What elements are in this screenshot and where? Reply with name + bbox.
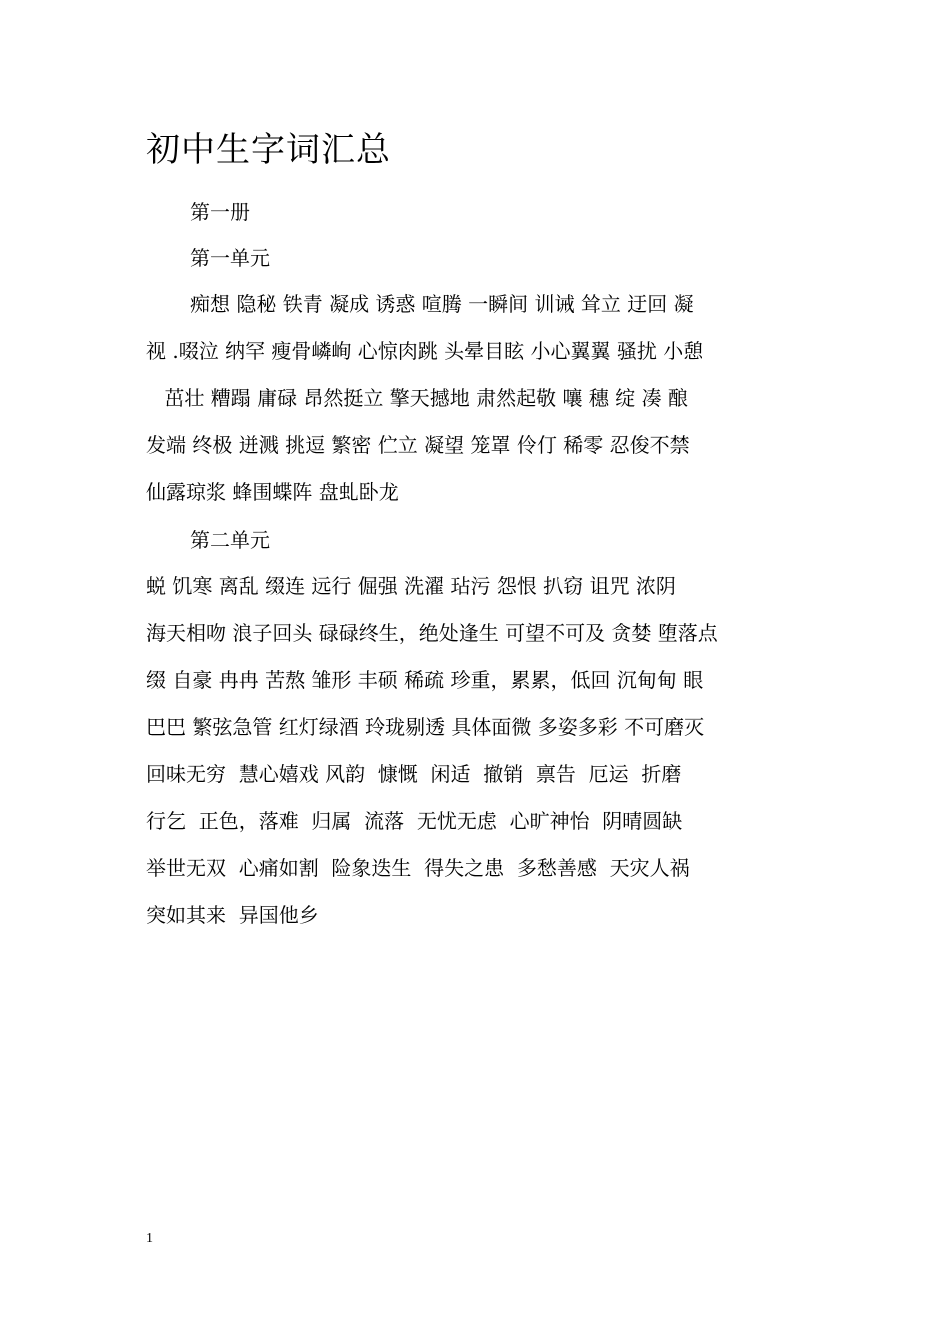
page-number: 1 bbox=[146, 1231, 153, 1246]
vocab-line: 蜕 饥寒 离乱 缀连 远行 倔强 洗濯 玷污 怨恨 扒窃 诅咒 浓阴 bbox=[146, 574, 676, 598]
vocab-line: 缀 自豪 冉冉 苦熬 雏形 丰硕 稀疏 珍重，累累，低回 沉甸甸 眼 bbox=[146, 668, 704, 692]
document-title: 初中生字词汇总 bbox=[146, 130, 391, 170]
vocab-line: 痴想 隐秘 铁青 凝成 诱惑 喧腾 一瞬间 训诫 耸立 迂回 凝 bbox=[190, 292, 694, 316]
vocab-line: 行乞 正色，落难 归属 流落 无忧无虑 心旷神怡 阴晴圆缺 bbox=[146, 809, 683, 833]
unit-heading: 第一单元 bbox=[190, 246, 270, 270]
vocab-line: 巴巴 繁弦急管 红灯绿酒 玲珑剔透 具体面微 多姿多彩 不可磨灭 bbox=[146, 715, 705, 739]
vocab-line: 茁壮 糟蹋 庸碌 昂然挺立 擎天撼地 肃然起敬 嚷 穗 绽 凑 酿 bbox=[158, 386, 688, 410]
vocab-line: 发端 终极 迸溅 挑逗 繁密 伫立 凝望 笼罩 伶仃 稀零 忍俊不禁 bbox=[146, 433, 690, 457]
book-heading: 第一册 bbox=[190, 200, 250, 224]
vocab-line: 视 .啜泣 纳罕 瘦骨嶙峋 心惊肉跳 头晕目眩 小心翼翼 骚扰 小憩 bbox=[146, 339, 704, 363]
unit-heading: 第二单元 bbox=[190, 528, 270, 552]
vocab-line: 仙露琼浆 蜂围蝶阵 盘虬卧龙 bbox=[146, 480, 399, 504]
vocab-line: 海天相吻 浪子回头 碌碌终生，绝处逢生 可望不可及 贪婪 堕落点 bbox=[146, 621, 718, 645]
vocab-line: 回味无穷 慧心嬉戏 风韵 慷慨 闲适 撤销 禀告 厄运 折磨 bbox=[146, 762, 682, 786]
vocab-line: 举世无双 心痛如割 险象迭生 得失之患 多愁善感 天灾人祸 bbox=[146, 856, 690, 880]
vocab-line: 突如其来 异国他乡 bbox=[146, 903, 319, 927]
